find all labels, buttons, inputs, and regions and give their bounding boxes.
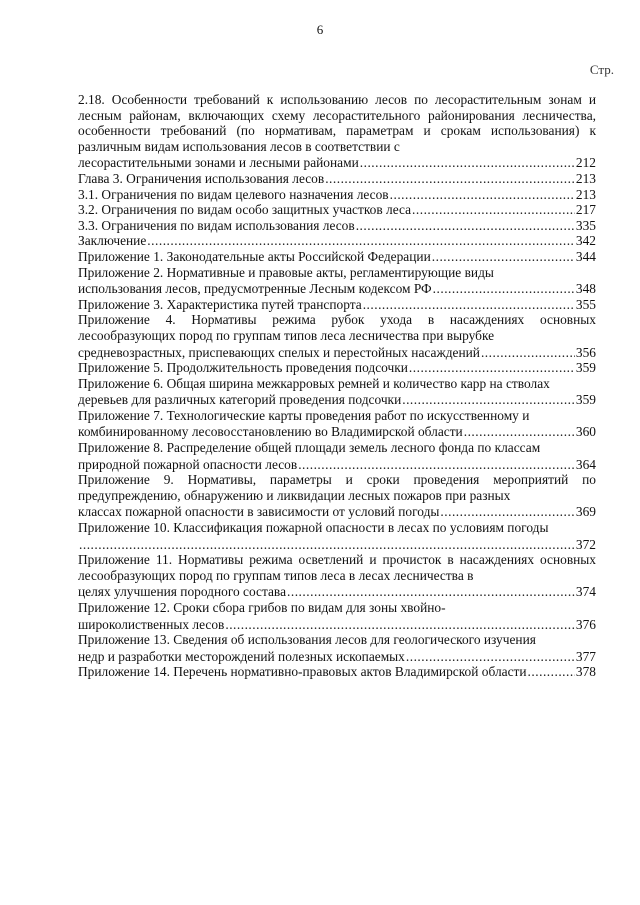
toc-dot-leader bbox=[363, 297, 575, 313]
toc-page-number: 369 bbox=[575, 504, 596, 520]
toc-page-number: 359 bbox=[575, 360, 596, 376]
toc-dot-leader bbox=[402, 392, 575, 408]
toc-page-number: 356 bbox=[575, 344, 596, 360]
toc-entry-text: 2.18. Особенности требований к использованию лесов по лесорастительным зонам и лесным районам, включающих схему лесорастительного районирования лесничества, особенности требований (по нормативам, параметрам и срокам использования) к различным видам использования лесов в соответствии с bbox=[78, 92, 596, 154]
toc-dot-leader bbox=[298, 457, 575, 473]
toc-entry-title: Приложение 14. Перечень нормативно-правовых актов Владимирской области bbox=[78, 664, 527, 680]
toc-page-number: 372 bbox=[575, 536, 596, 552]
toc-entry-title: Приложение 3. Характеристика путей транспорта bbox=[78, 296, 362, 312]
toc-dot-leader bbox=[147, 233, 575, 249]
toc-page-number: 360 bbox=[575, 424, 596, 440]
toc-entry-title: Заключение bbox=[78, 233, 147, 249]
toc-entry-text: Приложение 13. Сведения об использования лесов для геологического изучения bbox=[78, 632, 536, 648]
toc-dot-leader bbox=[481, 345, 575, 361]
toc-entry[interactable] bbox=[78, 472, 596, 520]
toc-entry-title: 3.3. Ограничения по видам использования лесов bbox=[78, 217, 355, 233]
toc-entry[interactable] bbox=[78, 202, 596, 218]
toc-dot-leader bbox=[433, 281, 575, 297]
toc-dot-leader bbox=[409, 360, 575, 376]
toc-entry-text: Приложение 7. Технологические карты проведения работ по искусственному и bbox=[78, 407, 530, 423]
toc-dot-leader bbox=[360, 155, 575, 171]
toc-entry-title: Приложение 1. Законодательные акты Российской Федерации bbox=[78, 248, 431, 264]
toc-page-number: 217 bbox=[575, 202, 596, 218]
toc-entry[interactable] bbox=[78, 233, 596, 249]
toc-page-number: 213 bbox=[575, 186, 596, 202]
toc-page-number: 344 bbox=[575, 248, 596, 264]
toc-entry[interactable] bbox=[78, 632, 596, 664]
toc-entry[interactable] bbox=[78, 600, 596, 632]
toc-entry[interactable] bbox=[78, 265, 596, 297]
toc-page-number: 348 bbox=[575, 281, 596, 297]
table-of-contents bbox=[78, 92, 596, 680]
toc-entry-text: Приложение 4. Нормативы режима рубок ухода в насаждениях основных лесообразующих пород по группам типов леса лесничества при вырубке bbox=[78, 312, 596, 343]
toc-entry-title: целях улучшения породного состава bbox=[78, 584, 287, 600]
page-column-label: Стр. bbox=[589, 62, 614, 77]
toc-entry-text: Приложение 6. Общая ширина межкарровых ремней и количество карр на стволах bbox=[78, 375, 550, 391]
toc-page-number: 355 bbox=[575, 296, 596, 312]
toc-entry[interactable] bbox=[78, 408, 596, 440]
toc-page-number: 377 bbox=[575, 648, 596, 664]
toc-dot-leader bbox=[432, 249, 575, 265]
toc-entry[interactable] bbox=[78, 440, 596, 472]
toc-dot-leader bbox=[440, 504, 575, 520]
toc-entry-text: Приложение 2. Нормативные и правовые акты, регламентирующие виды bbox=[78, 264, 494, 280]
toc-entry[interactable] bbox=[78, 249, 596, 265]
toc-page-number: 359 bbox=[575, 392, 596, 408]
toc-entry-title: 3.1. Ограничения по видам целевого назначения лесов bbox=[78, 186, 389, 202]
toc-entry[interactable] bbox=[78, 187, 596, 203]
toc-entry-text: Приложение 10. Классификация пожарной опасности в лесах по условиям погоды bbox=[78, 520, 549, 536]
toc-page-number: 342 bbox=[575, 233, 596, 249]
toc-entry[interactable] bbox=[78, 520, 596, 552]
toc-dot-leader bbox=[412, 202, 575, 218]
toc-entry[interactable] bbox=[78, 664, 596, 680]
toc-entry-title: 3.2. Ограничения по видам особо защитных участков леса bbox=[78, 202, 412, 218]
toc-entry-title: Приложение 5. Продолжительность проведения подсочки bbox=[78, 360, 408, 376]
toc-entry[interactable] bbox=[78, 376, 596, 408]
toc-page-number: 213 bbox=[575, 170, 596, 186]
toc-entry-title: деревьев для различных категорий проведения подсочки bbox=[78, 392, 402, 408]
toc-entry-text: Приложение 8. Распределение общей площади земель лесного фонда по классам bbox=[78, 440, 541, 456]
toc-dot-leader bbox=[225, 617, 575, 633]
toc-page-number: 212 bbox=[575, 155, 596, 171]
toc-entry-text: Приложение 9. Нормативы, параметры и сроки проведения мероприятий по предупреждению, обнаружению и ликвидации лесных пожаров при разных bbox=[78, 472, 596, 503]
toc-leader-line bbox=[78, 537, 596, 553]
toc-dot-leader bbox=[406, 649, 575, 665]
toc-entry[interactable] bbox=[78, 171, 596, 187]
toc-entry-title: Глава 3. Ограничения использования лесов bbox=[78, 170, 325, 186]
toc-dot-leader bbox=[528, 664, 575, 680]
toc-entry-title: классах пожарной опасности в зависимости от условий погоды bbox=[78, 504, 440, 520]
toc-page-number: 335 bbox=[575, 217, 596, 233]
toc-dot-leader bbox=[79, 537, 575, 553]
toc-entry-title: природной пожарной опасности лесов bbox=[78, 456, 298, 472]
toc-entry[interactable] bbox=[78, 312, 596, 360]
toc-page-number: 376 bbox=[575, 616, 596, 632]
toc-dot-leader bbox=[325, 171, 575, 187]
toc-entry[interactable] bbox=[78, 92, 596, 171]
toc-entry[interactable] bbox=[78, 360, 596, 376]
toc-page-number: 378 bbox=[575, 664, 596, 680]
toc-entry-title: недр и разработки месторождений полезных ископаемых bbox=[78, 648, 405, 664]
toc-dot-leader bbox=[356, 218, 575, 234]
toc-entry-title: комбинированному лесовосстановлению во Владимирской области bbox=[78, 424, 463, 440]
toc-entry-text: Приложение 11. Нормативы режима осветлений и прочисток в насаждениях основных лесообразующих пород по группам типов леса в лесах лесничества в bbox=[78, 552, 596, 583]
toc-dot-leader bbox=[464, 424, 575, 440]
toc-dot-leader bbox=[287, 584, 575, 600]
toc-dot-leader bbox=[390, 187, 575, 203]
toc-page-number: 364 bbox=[575, 456, 596, 472]
toc-entry-title: использования лесов, предусмотренные Лесным кодексом РФ bbox=[78, 281, 432, 297]
toc-entry-text: Приложение 12. Сроки сбора грибов по видам для зоны хвойно- bbox=[78, 600, 446, 615]
toc-entry[interactable] bbox=[78, 552, 596, 600]
toc-entry[interactable] bbox=[78, 218, 596, 234]
toc-entry-title: средневозрастных, приспевающих спелых и перестойных насаждений bbox=[78, 344, 480, 360]
toc-entry-title: широколиственных лесов bbox=[78, 616, 225, 632]
toc-entry-title: лесорастительными зонами и лесными районами bbox=[78, 155, 359, 171]
toc-page-number: 374 bbox=[575, 584, 596, 600]
page-number: 6 bbox=[316, 22, 324, 37]
toc-entry[interactable] bbox=[78, 297, 596, 313]
